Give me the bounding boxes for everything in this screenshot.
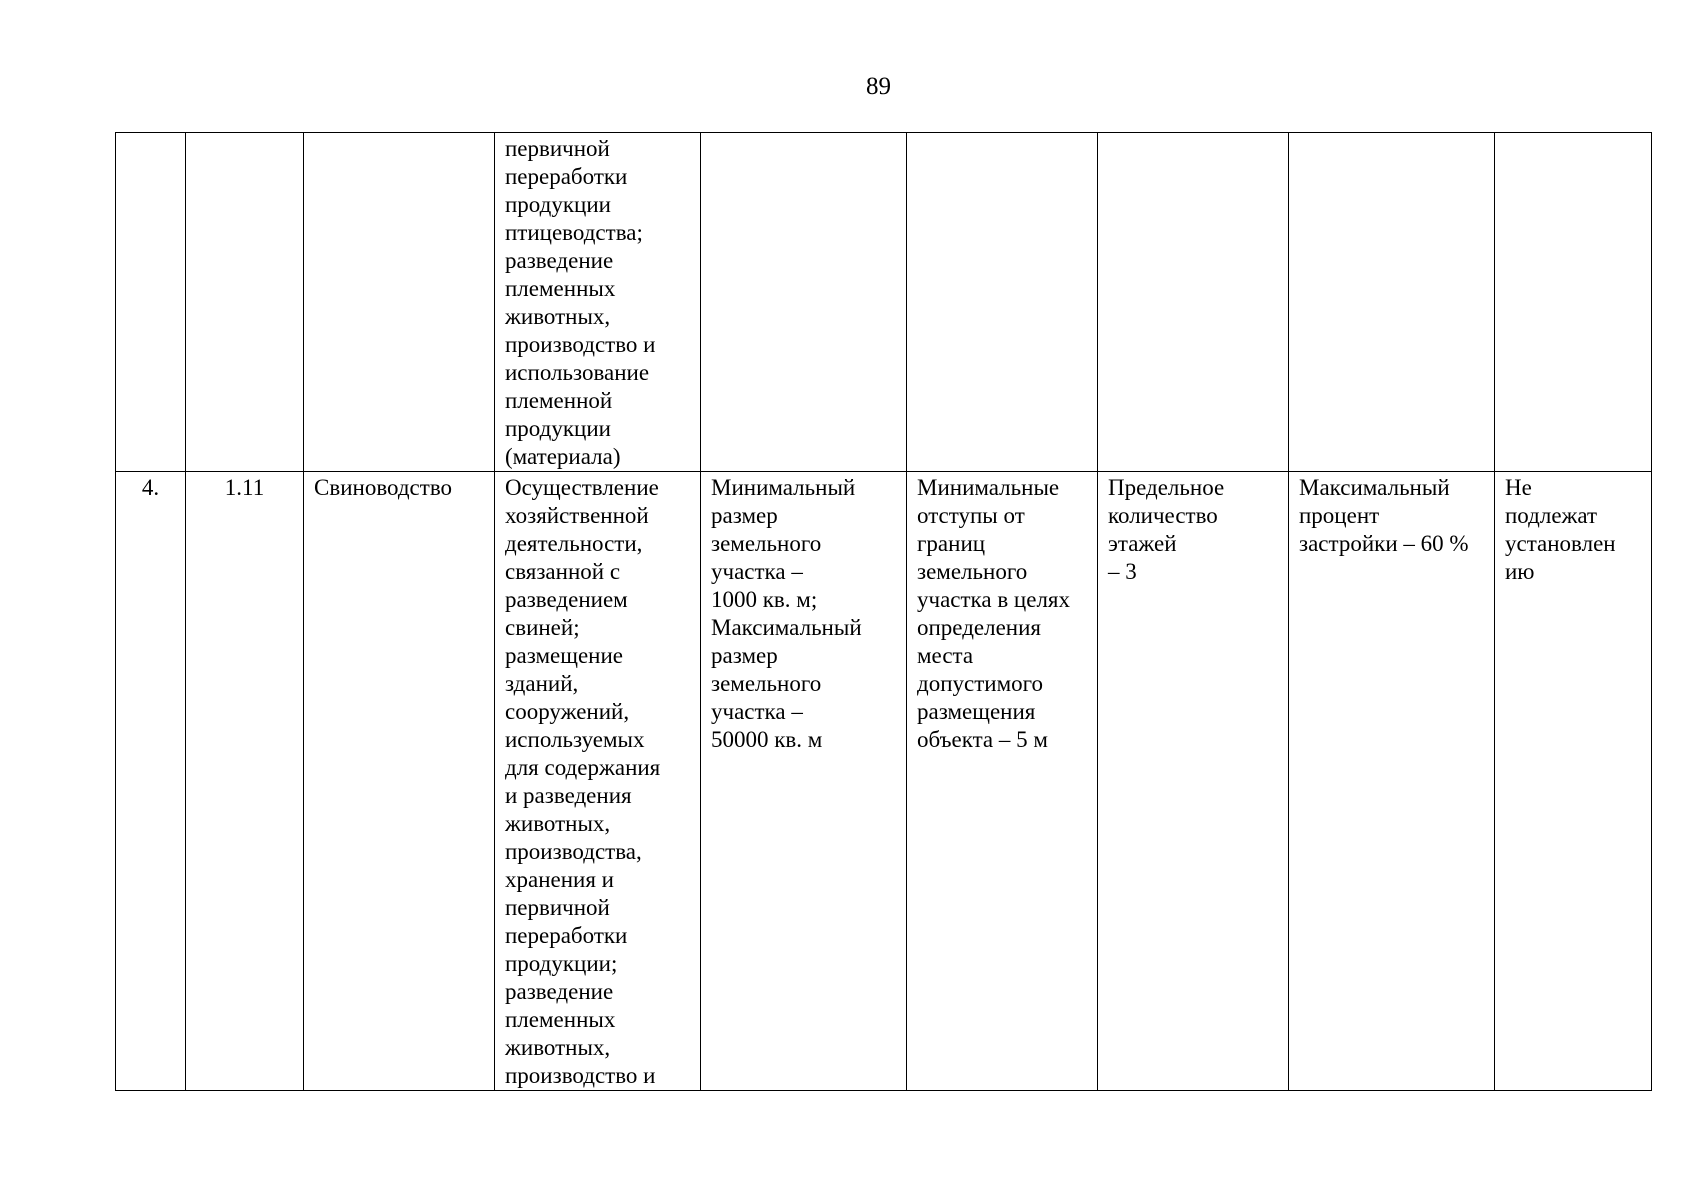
cell-text-line: первичной — [505, 895, 610, 920]
cell-text-line: сооружений, — [505, 699, 630, 724]
cell-text-line: земельного — [711, 531, 822, 556]
cell-other — [1495, 472, 1652, 1091]
cell-text-line: связанной с — [505, 559, 621, 584]
cell-text-line: 1000 кв. м; — [711, 587, 818, 612]
cell-text-line: разведение — [505, 248, 614, 273]
cell-text-line: зданий, — [505, 671, 579, 696]
cell-text-line: объекта – 5 м — [917, 727, 1048, 752]
cell-text-line: Максимальный — [1299, 475, 1450, 500]
cell-text-line: племенной — [505, 388, 613, 413]
cell-text-line: (материала) — [505, 444, 621, 469]
cell-text-line: животных, — [505, 304, 611, 329]
cell-text-line: переработки — [505, 164, 628, 189]
cell-text-line: разведение — [505, 979, 614, 1004]
cell-text-line: размещение — [505, 643, 623, 668]
cell-text-line: ию — [1505, 559, 1535, 584]
cell-text-line: животных, — [505, 811, 611, 836]
cell-text-line: процент — [1299, 503, 1380, 528]
cell-text-line: застройки – 60 % — [1299, 531, 1469, 556]
cell-text-line: производство и — [505, 1063, 656, 1088]
cell-text-line: племенных — [505, 1007, 616, 1032]
cell-text-line: первичной — [505, 136, 610, 161]
cell-text-line: участка – — [711, 559, 803, 584]
cell-text-line: деятельности, — [505, 531, 643, 556]
cell-description — [495, 472, 701, 1091]
cell-code — [186, 133, 304, 472]
cell-text-line: свиней; — [505, 615, 580, 640]
cell-setbacks — [907, 472, 1098, 1091]
cell-text-line: продукции; — [505, 951, 618, 976]
cell-name — [304, 133, 495, 472]
cell-setbacks — [907, 133, 1098, 472]
cell-coverage — [1289, 133, 1495, 472]
cell-text-line: хозяйственной — [505, 503, 649, 528]
cell-text-line: производство и — [505, 332, 656, 357]
cell-text-line: продукции — [505, 192, 611, 217]
cell-floors — [1098, 133, 1289, 472]
cell-text-line: разведением — [505, 587, 628, 612]
cell-text-line: и разведения — [505, 783, 632, 808]
cell-text-line: земельного — [917, 559, 1028, 584]
cell-text-line: Минимальные — [917, 475, 1060, 500]
cell-text-line: Не — [1505, 475, 1532, 500]
cell-text-line: размещения — [917, 699, 1036, 724]
cell-text-line: животных, — [505, 1035, 611, 1060]
cell-floors — [1098, 472, 1289, 1091]
cell-text-line: птицеводства; — [505, 220, 643, 245]
cell-text-line: допустимого — [917, 671, 1043, 696]
cell-text-line: – 3 — [1108, 559, 1137, 584]
cell-text-line: хранения и — [505, 867, 614, 892]
cell-code: 1.11 — [186, 472, 304, 1091]
cell-text-line: использование — [505, 360, 650, 385]
cell-other — [1495, 133, 1652, 472]
cell-text-line: определения — [917, 615, 1042, 640]
regulations-table — [115, 132, 1652, 1091]
cell-text-line: производства, — [505, 839, 642, 864]
cell-text-line: этажей — [1108, 531, 1177, 556]
table-row-continued — [116, 133, 1652, 472]
cell-text-line: 50000 кв. м — [711, 727, 823, 752]
cell-text-line: установлен — [1505, 531, 1616, 556]
page-number: 89 — [866, 73, 891, 100]
cell-plot-size — [701, 133, 907, 472]
cell-text-line: Максимальный — [711, 615, 862, 640]
cell-text-line: Осуществление — [505, 475, 659, 500]
cell-text-line: используемых — [505, 727, 645, 752]
cell-text-line: участка – — [711, 699, 803, 724]
cell-text-line: земельного — [711, 671, 822, 696]
cell-coverage — [1289, 472, 1495, 1091]
cell-text-line: переработки — [505, 923, 628, 948]
cell-text-line: границ — [917, 531, 986, 556]
cell-number — [116, 133, 186, 472]
cell-text-line: участка в целях — [917, 587, 1071, 612]
cell-text-line: размер — [711, 643, 778, 668]
cell-name: Свиноводство — [304, 472, 495, 1091]
cell-text-line: размер — [711, 503, 778, 528]
cell-text-line: места — [917, 643, 974, 668]
cell-plot-size — [701, 472, 907, 1091]
cell-text-line: племенных — [505, 276, 616, 301]
cell-number: 4. — [116, 472, 186, 1091]
cell-text-line: отступы от — [917, 503, 1025, 528]
cell-text-line: количество — [1108, 503, 1218, 528]
cell-text-line: подлежат — [1505, 503, 1598, 528]
cell-text-line: Минимальный — [711, 475, 856, 500]
cell-text-line: продукции — [505, 416, 611, 441]
cell-description — [495, 133, 701, 472]
cell-text-line: Предельное — [1108, 475, 1225, 500]
table-row-4 — [116, 472, 1652, 1091]
cell-text-line: для содержания — [505, 755, 661, 780]
